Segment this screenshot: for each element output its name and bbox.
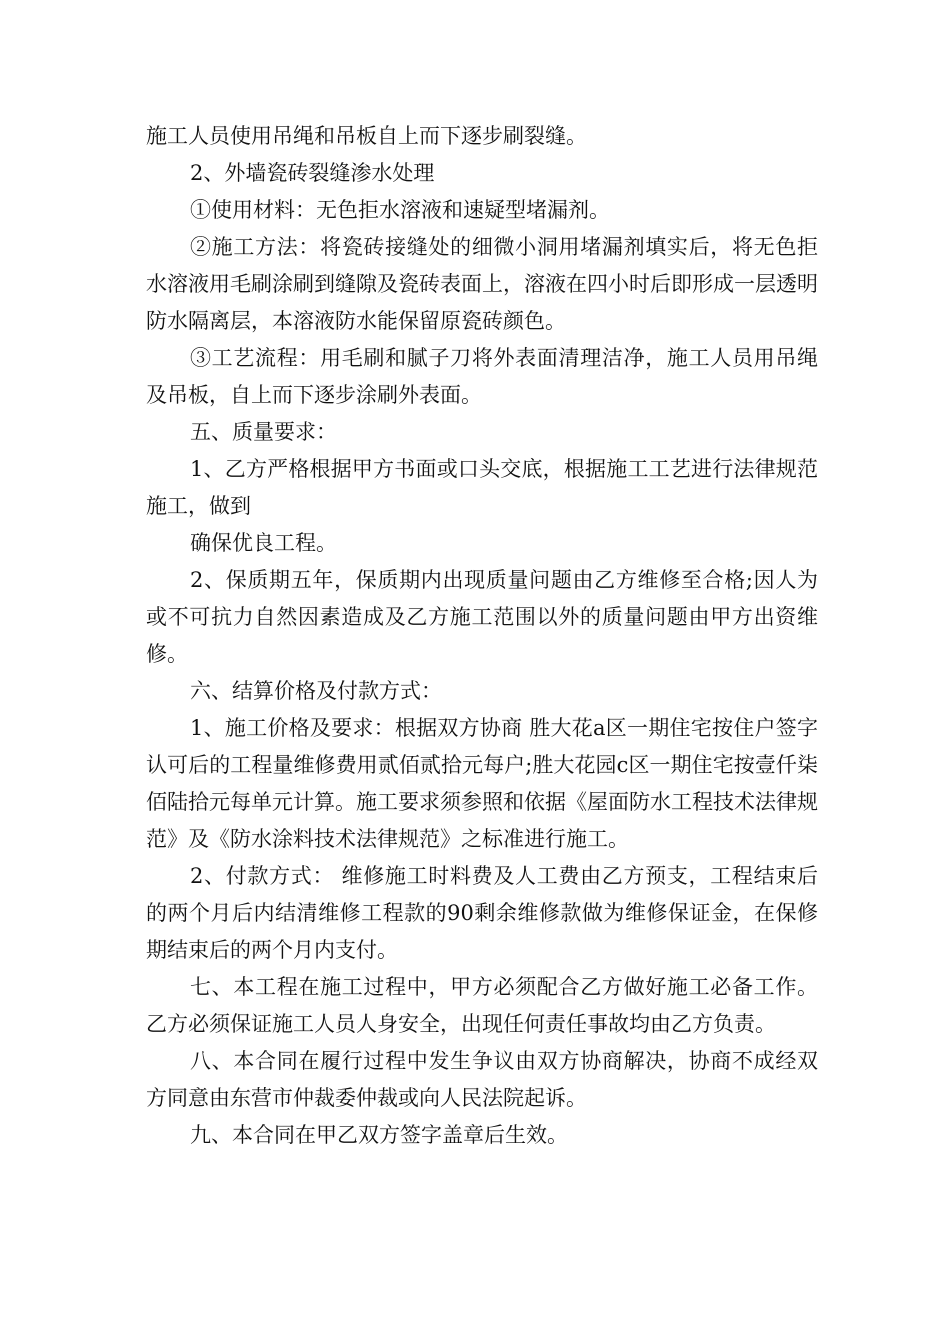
paragraph-dispute: 八、本合同在履行过程中发生争议由双方协商解决，协商不成经双方同意由东营市仲裁委仲裁或向人民法院起诉。 (146, 1049, 818, 1110)
paragraph-construction-obligation: 七、本工程在施工过程中，甲方必须配合乙方做好施工必备工作。乙方必须保证施工人员人身安全，出现任何责任事故均由乙方负责。 (146, 975, 818, 1036)
paragraph-effective: 九、本合同在甲乙双方签字盖章后生效。 (190, 1123, 568, 1147)
paragraph-process: ③工艺流程：用毛刷和腻子刀将外表面清理洁净，施工人员用吊绳及吊板，自上而下逐步涂刷外表面。 (146, 346, 818, 407)
paragraph-warranty: 2、保质期五年，保质期内出现质量问题由乙方维修至合格;因人为或不可抗力自然因素造成及乙方施工范围以外的质量问题由甲方出资维修。 (146, 568, 818, 666)
paragraph-quality-heading: 五、质量要求： (190, 420, 337, 444)
paragraph-section-2-title: 2、外墙瓷砖裂缝渗水处理 (190, 161, 435, 185)
paragraph-quality-1: 1、乙方严格根据甲方书面或口头交底，根据施工工艺进行法律规范施工，做到 (146, 457, 818, 518)
paragraph-continuation: 施工人员使用吊绳和吊板自上而下逐步刷裂缝。 (146, 124, 587, 148)
paragraph-materials: ①使用材料：无色拒水溶液和速疑型堵漏剂。 (190, 198, 610, 222)
paragraph-method: ②施工方法：将瓷砖接缝处的细微小洞用堵漏剂填实后，将无色拒水溶液用毛刷涂刷到缝隙及瓷砖表面上，溶液在四小时后即形成一层透明防水隔离层，本溶液防水能保留原瓷砖颜色。 (146, 235, 818, 333)
paragraph-payment-method: 2、付款方式： 维修施工时料费及人工费由乙方预支，工程结束后的两个月后内结清维修工程款的90剩余维修款做为维修保证金，在保修期结束后的两个月内支付。 (146, 864, 818, 962)
paragraph-payment-heading: 六、结算价格及付款方式： (190, 679, 442, 703)
paragraph-pricing: 1、施工价格及要求：根据双方协商 胜大花a区一期住宅按住户签字认可后的工程量维修费用贰佰贰拾元每户;胜大花园c区一期住宅按壹仟柒佰陆拾元每单元计算。施工要求须参照和依据《屋面防水工程技术法律规范》及《防水涂料技术法律规范》之标准进行施工。 (146, 716, 818, 851)
document-body (146, 118, 818, 1154)
paragraph-quality-1-continuation: 确保优良工程。 (190, 531, 337, 555)
